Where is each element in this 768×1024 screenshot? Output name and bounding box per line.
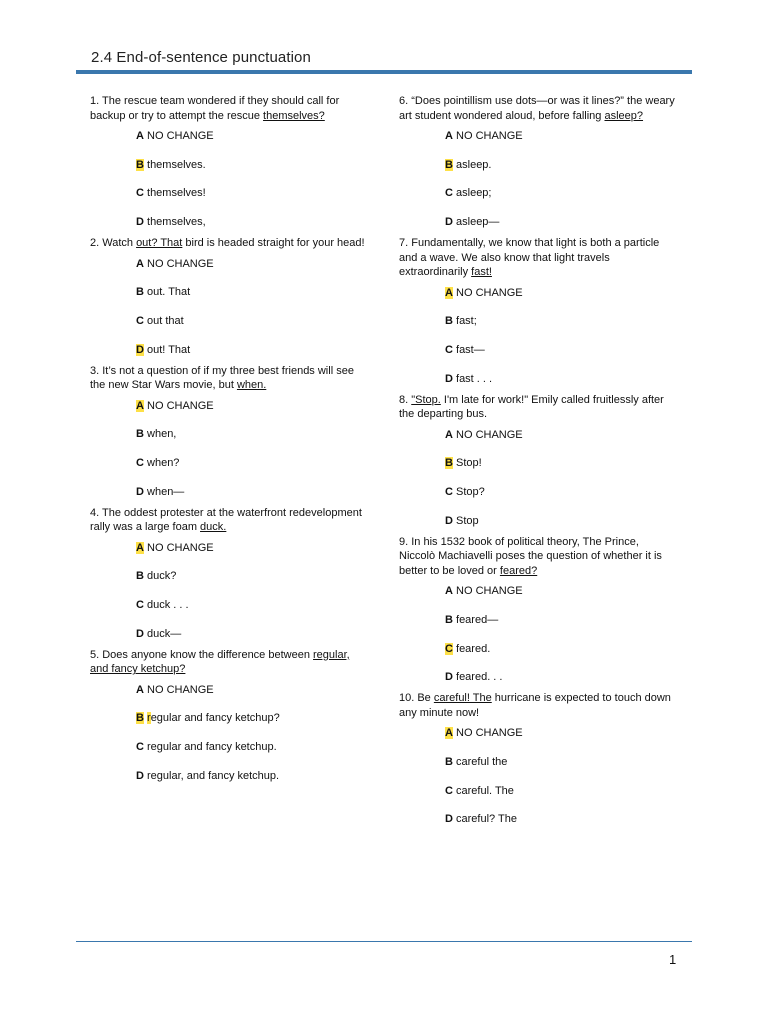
option-letter: C xyxy=(136,314,144,327)
option-text: regular and fancy ketchup? xyxy=(147,712,280,725)
question-segment: 9. In his 1532 book of political theory, The Prince, Niccolò Machiavelli poses the question of whether it is better to be loved or xyxy=(399,535,662,577)
answer-option-c[interactable] xyxy=(445,642,675,657)
question-segment: 1. The rescue team wondered if they should call for backup or try to attempt the rescue xyxy=(90,95,340,122)
header-rule-bar xyxy=(76,70,692,74)
question xyxy=(399,94,675,230)
option-text: feared— xyxy=(452,613,499,626)
footer-rule xyxy=(76,941,692,942)
option-letter: B xyxy=(136,286,144,299)
option-text: feared. xyxy=(452,642,491,655)
option-text: duck . . . xyxy=(143,599,189,612)
page-number: 1 xyxy=(669,952,677,967)
question-text xyxy=(90,94,366,123)
question xyxy=(90,364,366,500)
option-text: NO CHANGE xyxy=(452,130,523,142)
answer-option-c[interactable] xyxy=(136,740,366,755)
option-letter: C xyxy=(136,187,144,200)
question-segment: 8. xyxy=(399,393,412,406)
answer-option-b[interactable] xyxy=(136,569,366,584)
option-text: asleep; xyxy=(452,187,492,200)
answer-option-b[interactable] xyxy=(136,711,366,726)
underlined-segment: feared? xyxy=(499,564,538,577)
option-text: NO CHANGE xyxy=(452,727,523,740)
option-text: Stop? xyxy=(452,486,485,498)
option-text: when— xyxy=(143,485,185,498)
question-text xyxy=(399,236,675,280)
option-text: feared. . . xyxy=(452,671,503,684)
option-letter: C xyxy=(445,343,453,356)
highlight-mark: r xyxy=(147,712,151,725)
answer-option-a[interactable] xyxy=(136,399,366,414)
question-text xyxy=(399,94,675,123)
option-letter: D xyxy=(445,372,453,385)
option-text: duck— xyxy=(143,627,182,640)
option-letter: B xyxy=(136,712,144,725)
underlined-segment: out? That xyxy=(136,237,183,250)
answer-option-a[interactable] xyxy=(445,584,675,599)
option-text: Stop xyxy=(452,514,479,527)
option-letter: B xyxy=(445,457,453,470)
question xyxy=(399,393,675,529)
question-segment: bird is headed straight for your head! xyxy=(182,237,365,250)
option-letter: D xyxy=(445,514,453,527)
question-text xyxy=(399,535,675,579)
question-segment: 2. Watch xyxy=(90,237,137,250)
answer-option-d[interactable] xyxy=(445,372,675,387)
option-text: NO CHANGE xyxy=(143,257,214,270)
option-letter: A xyxy=(445,727,453,740)
underlined-segment: themselves? xyxy=(263,109,325,122)
answer-option-a[interactable] xyxy=(136,129,366,144)
footer-rule-bar xyxy=(76,941,692,942)
answer-option-b[interactable] xyxy=(445,314,675,329)
answer-option-a[interactable] xyxy=(445,286,675,301)
option-letter: B xyxy=(445,613,453,626)
option-letter: A xyxy=(445,130,453,142)
question-text xyxy=(399,393,675,422)
answer-option-d[interactable] xyxy=(136,215,366,230)
option-letter: D xyxy=(136,627,144,640)
question-text xyxy=(90,506,366,535)
answer-option-b[interactable] xyxy=(136,158,366,173)
underlined-segment: regular, and fancy ketchup? xyxy=(90,648,350,676)
question-segment: 10. Be xyxy=(399,692,434,705)
answer-option-d[interactable] xyxy=(445,215,675,230)
option-letter: D xyxy=(136,343,144,356)
option-letter: A xyxy=(445,585,453,598)
question-text xyxy=(90,648,366,677)
option-text: fast . . . xyxy=(452,372,493,385)
answer-option-b[interactable] xyxy=(445,613,675,628)
question-segment: 4. The oddest protester at the waterfront redevelopment rally was a large foam xyxy=(90,506,362,534)
option-text: themselves! xyxy=(143,187,206,200)
option-text: fast— xyxy=(452,343,485,356)
option-letter: B xyxy=(445,158,453,171)
option-text: asleep— xyxy=(452,216,500,229)
question-segment: 5. Does anyone know the difference between xyxy=(90,648,314,661)
option-text: NO CHANGE xyxy=(143,130,214,142)
question-text xyxy=(90,364,366,393)
answer-option-a[interactable] xyxy=(445,129,675,144)
option-letter: C xyxy=(445,187,453,200)
option-letter: A xyxy=(136,683,144,696)
option-text: NO CHANGE xyxy=(452,286,523,299)
option-text: out! That xyxy=(143,343,191,356)
option-letter: C xyxy=(445,642,453,655)
answer-option-d[interactable] xyxy=(445,514,675,529)
answer-option-d[interactable] xyxy=(136,769,366,784)
answer-option-b[interactable] xyxy=(445,755,675,770)
answer-option-d[interactable] xyxy=(445,670,675,685)
underlined-segment: duck. xyxy=(200,521,227,534)
answer-option-c[interactable] xyxy=(136,314,366,329)
answer-option-a[interactable] xyxy=(136,541,366,556)
option-text: themselves. xyxy=(143,158,206,171)
question xyxy=(399,535,675,685)
underlined-segment: fast! xyxy=(471,266,492,279)
option-letter: C xyxy=(136,457,144,469)
answer-option-a[interactable] xyxy=(136,683,366,698)
answer-option-a[interactable] xyxy=(445,428,675,443)
option-text: NO CHANGE xyxy=(143,399,214,412)
question-text xyxy=(90,236,366,251)
answer-option-c[interactable] xyxy=(136,456,366,471)
answer-option-c[interactable] xyxy=(445,343,675,358)
question xyxy=(90,236,366,357)
question-segment: 7. Fundamentally, we know that light is both a particle and a wave. We also know that light travels extraordinarily xyxy=(399,237,660,279)
option-text: careful? The xyxy=(452,813,517,826)
option-text: regular, and fancy ketchup. xyxy=(143,769,280,782)
answer-option-d[interactable] xyxy=(136,343,366,358)
option-letter: D xyxy=(445,216,453,229)
option-letter: A xyxy=(136,130,144,142)
option-text: out that xyxy=(143,314,184,327)
option-letter: A xyxy=(136,257,144,270)
option-text: duck? xyxy=(143,570,177,583)
header-rule xyxy=(76,70,692,74)
answer-option-a[interactable] xyxy=(136,257,366,272)
option-letter: B xyxy=(445,315,453,328)
question xyxy=(90,94,366,230)
question xyxy=(399,236,675,386)
answer-option-b[interactable] xyxy=(445,158,675,173)
option-letter: A xyxy=(445,428,453,441)
answer-option-b[interactable] xyxy=(136,427,366,442)
question-segment: hurricane is expected to touch down any minute now! xyxy=(399,692,671,719)
option-text: themselves, xyxy=(143,216,206,229)
option-letter: D xyxy=(136,485,144,498)
option-text: regular and fancy ketchup. xyxy=(143,741,277,754)
answer-option-c[interactable] xyxy=(445,485,675,500)
option-letter: B xyxy=(136,158,144,171)
question xyxy=(90,648,366,784)
option-letter: C xyxy=(136,599,144,612)
option-text: when? xyxy=(143,457,180,469)
answer-option-c[interactable] xyxy=(445,186,675,201)
option-text: out. That xyxy=(143,286,191,299)
option-text: asleep. xyxy=(452,158,492,171)
underlined-segment: asleep? xyxy=(604,109,644,122)
answer-option-c[interactable] xyxy=(445,784,675,799)
question xyxy=(90,506,366,642)
option-text: NO CHANGE xyxy=(452,585,523,598)
option-letter: A xyxy=(136,399,144,412)
answer-option-b[interactable] xyxy=(445,456,675,471)
option-letter: A xyxy=(136,541,144,554)
answer-option-c[interactable] xyxy=(136,598,366,613)
answer-option-c[interactable] xyxy=(136,186,366,201)
option-letter: C xyxy=(445,486,453,498)
option-letter: D xyxy=(445,813,453,826)
underlined-segment: "Stop. xyxy=(411,393,441,406)
underlined-segment: careful! The xyxy=(433,692,492,705)
question xyxy=(399,691,675,827)
option-letter: B xyxy=(445,755,453,768)
option-text: NO CHANGE xyxy=(143,541,214,554)
option-text: fast; xyxy=(452,315,477,328)
question-text xyxy=(399,691,675,720)
question-segment: 3. It’s not a question of if my three best friends will see the new Star Wars movie, but xyxy=(90,364,354,392)
answer-option-d[interactable] xyxy=(445,812,675,827)
left-column xyxy=(90,94,366,790)
page-title: 2.4 End-of-sentence punctuation xyxy=(91,49,311,66)
option-text: careful the xyxy=(452,755,508,768)
answer-option-a[interactable] xyxy=(445,726,675,741)
option-text: when, xyxy=(143,428,177,441)
option-letter: C xyxy=(445,784,453,797)
option-letter: D xyxy=(136,769,144,782)
option-text: NO CHANGE xyxy=(143,683,214,696)
option-letter: D xyxy=(445,671,453,684)
option-letter: C xyxy=(136,741,144,754)
answer-option-b[interactable] xyxy=(136,285,366,300)
option-letter: A xyxy=(445,286,453,299)
answer-option-d[interactable] xyxy=(136,485,366,500)
question-segment: 6. “Does pointillism use dots—or was it lines?” the weary art student wondered aloud, before falling xyxy=(399,95,675,122)
right-column xyxy=(399,94,675,833)
answer-option-d[interactable] xyxy=(136,627,366,642)
option-text: careful. The xyxy=(452,784,514,797)
underlined-segment: when. xyxy=(236,379,267,392)
option-text: NO CHANGE xyxy=(452,428,523,441)
option-letter: B xyxy=(136,570,144,583)
option-text: Stop! xyxy=(452,457,482,470)
option-letter: B xyxy=(136,428,144,441)
question-segment: I'm late for work!" Emily called fruitlessly after the departing bus. xyxy=(399,393,664,421)
option-letter: D xyxy=(136,216,144,229)
